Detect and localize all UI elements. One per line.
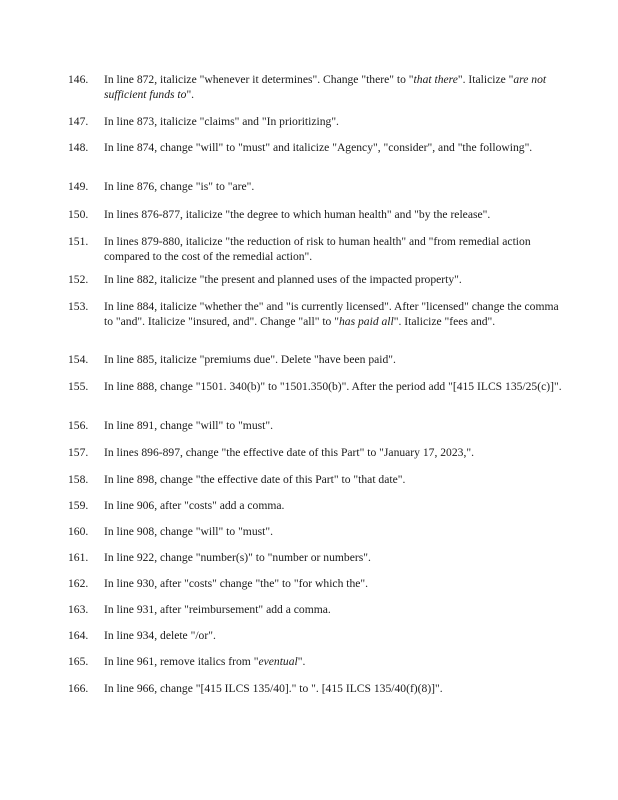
- list-item: [68, 273, 568, 288]
- item-number: 152.: [68, 273, 89, 286]
- list-item: [68, 380, 568, 395]
- item-number: 147.: [68, 115, 89, 128]
- item-text: In line 876, change "is" to "are".: [104, 180, 255, 193]
- list-item: [68, 300, 568, 329]
- item-number: 155.: [68, 380, 89, 393]
- list-item: [68, 655, 568, 670]
- item-text: In lines 876-877, italicize "the degree to which human health" and "by the release".: [104, 208, 491, 221]
- item-text: In line 898, change "the effective date of this Part" to "that date".: [104, 473, 406, 486]
- item-number: 162.: [68, 577, 89, 590]
- list-item: [68, 141, 568, 156]
- list-item: [68, 551, 568, 566]
- list-item: [68, 525, 568, 540]
- item-number: 158.: [68, 473, 89, 486]
- item-number: 149.: [68, 180, 89, 193]
- item-text: In line 930, after "costs" change "the" to "for which the".: [104, 577, 369, 590]
- item-text: In line 882, italicize "the present and planned uses of the impacted property".: [104, 273, 462, 286]
- list-item: [68, 353, 568, 368]
- item-text: In line 931, after "reimbursement" add a comma.: [104, 603, 331, 616]
- list-item: [68, 73, 568, 102]
- item-text: In line 885, italicize "premiums due". Delete "have been paid".: [104, 353, 396, 366]
- list-item: [68, 419, 568, 434]
- item-number: 154.: [68, 353, 89, 366]
- list-item: [68, 208, 568, 223]
- item-number: 157.: [68, 446, 89, 459]
- list-item: [68, 115, 568, 130]
- item-text: In line 934, delete "/or".: [104, 629, 216, 642]
- item-number: 165.: [68, 655, 89, 668]
- item-text: In lines 879-880, italicize "the reduction of risk to human health" and "from remedial action compared to the cost of the remedial action".: [104, 235, 531, 263]
- item-number: 159.: [68, 499, 89, 512]
- item-text: In line 873, italicize "claims" and "In prioritizing".: [104, 115, 339, 128]
- item-text: In line 888, change "1501. 340(b)" to "1501.350(b)". After the period add "[415 ILCS 135/25(c)]".: [104, 380, 562, 393]
- list-item: [68, 682, 568, 697]
- list-item: [68, 180, 568, 195]
- item-number: 153.: [68, 300, 89, 313]
- list-item: [68, 473, 568, 488]
- list-item: [68, 446, 568, 461]
- item-number: 156.: [68, 419, 89, 432]
- item-text: In line 884, italicize "whether the" and "is currently licensed". After "licensed" change the comma to "and". Italicize "insured, and". Change "all" to "has paid all". Italicize "fees and".: [104, 300, 559, 328]
- item-number: 166.: [68, 682, 89, 695]
- item-number: 160.: [68, 525, 89, 538]
- list-item: [68, 629, 568, 644]
- item-number: 148.: [68, 141, 89, 154]
- item-number: 161.: [68, 551, 89, 564]
- item-text: In line 906, after "costs" add a comma.: [104, 499, 285, 512]
- list-item: [68, 577, 568, 592]
- item-number: 146.: [68, 73, 89, 86]
- item-text: In line 961, remove italics from "eventual".: [104, 655, 306, 668]
- item-number: 150.: [68, 208, 89, 221]
- list-item: [68, 499, 568, 514]
- item-text: In line 966, change "[415 ILCS 135/40]." to ". [415 ILCS 135/40(f)(8)]".: [104, 682, 443, 695]
- list-item: [68, 603, 568, 618]
- item-text: In lines 896-897, change "the effective date of this Part" to "January 17, 2023,".: [104, 446, 474, 459]
- item-number: 163.: [68, 603, 89, 616]
- list-item: [68, 235, 568, 264]
- item-number: 151.: [68, 235, 89, 248]
- item-text: In line 908, change "will" to "must".: [104, 525, 273, 538]
- item-text: In line 891, change "will" to "must".: [104, 419, 273, 432]
- item-text: In line 874, change "will" to "must" and italicize "Agency", "consider", and "the following".: [104, 141, 533, 154]
- item-text: In line 922, change "number(s)" to "number or numbers".: [104, 551, 371, 564]
- item-text: In line 872, italicize "whenever it determines". Change "there" to "that there". Italicize "are not sufficient funds to".: [104, 73, 547, 101]
- item-number: 164.: [68, 629, 89, 642]
